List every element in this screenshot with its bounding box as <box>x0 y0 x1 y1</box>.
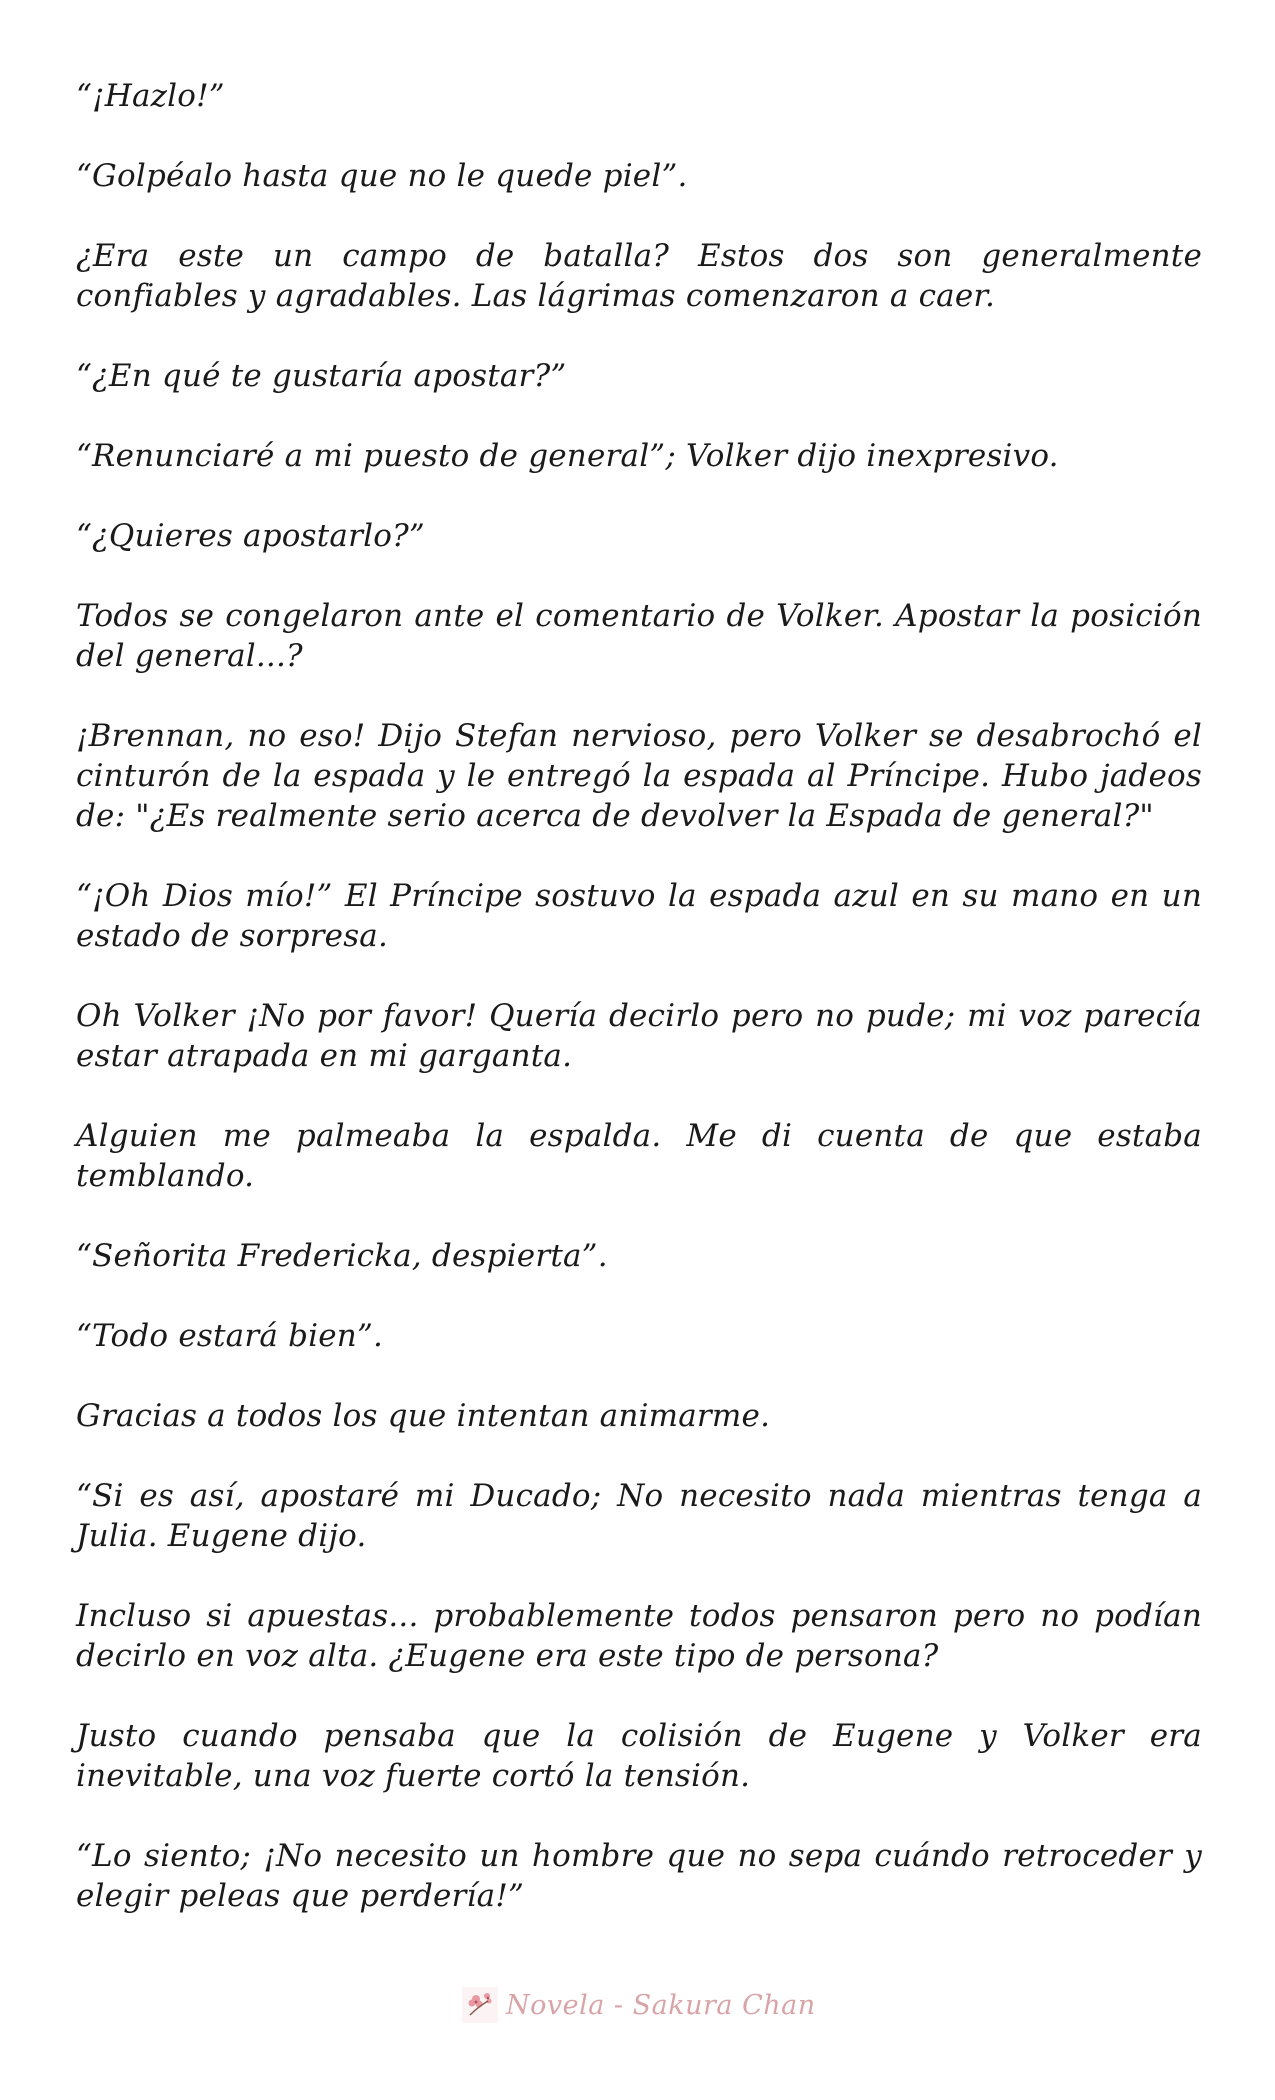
paragraph: Alguien me palmeaba la espalda. Me di cuenta de que estaba temblando. <box>76 1118 1202 1194</box>
paragraph: “¡Oh Dios mío!” El Príncipe sostuvo la espada azul en su mano en un estado de sorpresa. <box>76 878 1202 954</box>
paragraph: “Si es así, apostaré mi Ducado; No necesito nada mientras tenga a Julia. Eugene dijo. <box>76 1478 1202 1554</box>
paragraph: “Señorita Fredericka, despierta”. <box>76 1238 608 1274</box>
watermark-text: Novela - Sakura Chan <box>506 1989 816 2021</box>
paragraph: “Renunciaré a mi puesto de general”; Volker dijo inexpresivo. <box>76 438 1059 474</box>
paragraph: “Todo estará bien”. <box>76 1318 384 1354</box>
paragraph: “Lo siento; ¡No necesito un hombre que no sepa cuándo retroceder y elegir peleas que perdería!” <box>76 1838 1202 1914</box>
paragraph: Gracias a todos los que intentan animarme. <box>76 1398 771 1434</box>
paragraph: “Golpéalo hasta que no le quede piel”. <box>76 158 688 194</box>
paragraph: Justo cuando pensaba que la colisión de Eugene y Volker era inevitable, una voz fuerte cortó la tensión. <box>76 1718 1202 1794</box>
paragraph: “¿En qué te gustaría apostar?” <box>76 358 567 394</box>
paragraph: Oh Volker ¡No por favor! Quería decirlo pero no pude; mi voz parecía estar atrapada en mi garganta. <box>76 998 1202 1074</box>
paragraph: “¿Quieres apostarlo?” <box>76 518 425 554</box>
story-text <box>76 76 1202 1916</box>
paragraph: ¡Brennan, no eso! Dijo Stefan nervioso, pero Volker se desabrochó el cinturón de la espada y le entregó la espada al Príncipe. Hubo jadeos de: "¿Es realmente serio acerca de devolver la Espada de general?" <box>76 718 1202 834</box>
sakura-blossom-icon <box>462 1987 498 2023</box>
paragraph: Incluso si apuestas... probablemente todos pensaron pero no podían decirlo en voz alta. ¿Eugene era este tipo de persona? <box>76 1598 1202 1674</box>
paragraph: Todos se congelaron ante el comentario de Volker. Apostar la posición del general...? <box>76 598 1202 674</box>
watermark <box>462 1985 816 2025</box>
paragraph: ¿Era este un campo de batalla? Estos dos son generalmente confiables y agradables. Las lágrimas comenzaron a caer. <box>76 238 1202 314</box>
paragraph: “¡Hazlo!” <box>76 78 225 114</box>
